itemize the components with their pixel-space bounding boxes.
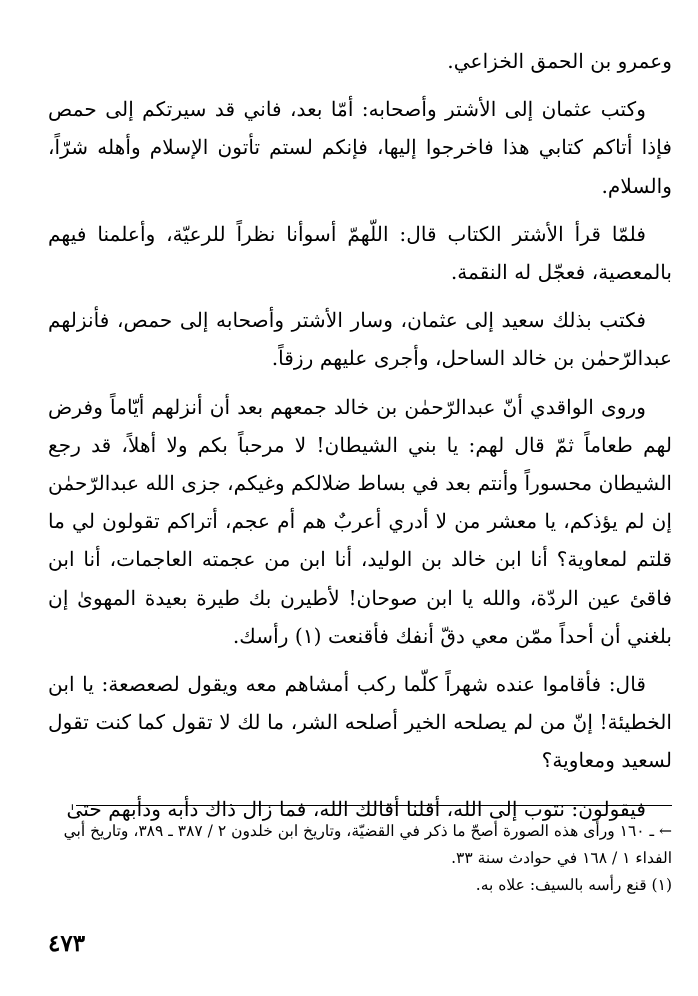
paragraph: قال: فأقاموا عنده شهراً كلّما ركب أمشاهم معه ويقول لصعصعة: يا ابن الخطيئة! إنّ من لم يصلحه الخير أصلحه الشر، ما لك لا تقول كما كنت تقول لسعيد ومعاوية؟ — [48, 672, 672, 773]
footnote: ← ـ ١٦٠ ورأى هذه الصورة أصحّ ما ذكر في القضيّة، وتاريخ ابن خلدون ٢ / ٣٨٧ ـ ٣٨٩، وتاريخ أبي الفداء ١ / ١٦٨ في حوادث سنة ٣٣. — [63, 822, 672, 867]
page-number: ٤٧٣ — [48, 930, 86, 957]
paragraph: وروى الواقدي أنّ عبدالرّحمٰن بن خالد جمعهم بعد أن أنزلهم أيّاماً وفرض لهم طعاماً ثمّ قال لهم: يا بني الشيطان! لا مرحباً بكم ولا أهلاً، قد رجع الشيطان محسوراً وأنتم بعد في بساط ضلالكم وغيكم، جزى الله عبدالرّحمٰن إن لم يؤذكم، يا معشر من لا أدري أعربٌ هم أم عجم، أتراكم تقولون لي ما قلتم لمعاوية؟ أنا ابن خالد بن الوليد، أنا ابن من عجمته العاجمات، أنا ابن فاقئ عين الردّة، والله يا ابن صوحان! لأطيرن بك طيرة بعيدة المهوىٰ إن بلغني أن أحداً ممّن معي دقّ أنفك فأقنعت (١) رأسك. — [48, 394, 672, 648]
paragraph: وعمرو بن الحمق الخزاعي. — [447, 49, 672, 73]
paragraph: فيقولون: نتوب إلى الله، أقلنا أقالك الله، فما زال ذاك دأبه ودأبهم حتىٰ — [66, 796, 646, 821]
paragraph: فلمّا قرأ الأشتر الكتاب قال: اللّهمّ أسوأنا نظراً للرعيّة، وأعلمنا فيهم بالمعصية، فعجّل له النقمة. — [48, 221, 672, 285]
paragraph: فكتب بذلك سعيد إلى عثمان، وسار الأشتر وأصحابه إلى حمص، فأنزلهم عبدالرّحمٰن بن خالد الساحل، وأجرى عليهم رزقاً. — [48, 308, 672, 371]
footnote: (١) قنع رأسه بالسيف: علاه به. — [475, 876, 672, 894]
body-text — [48, 42, 672, 838]
paragraph: وكتب عثمان إلى الأشتر وأصحابه: أمّا بعد، فاني قد سيرتكم إلى حمص فإذا أتاكم كتابي هذا فاخرجوا إليها، فإنكم لستم تأتون الإسلام وأهله شرّاً، والسلام. — [48, 97, 672, 198]
footnote-divider — [76, 805, 672, 806]
footnotes — [48, 818, 672, 899]
